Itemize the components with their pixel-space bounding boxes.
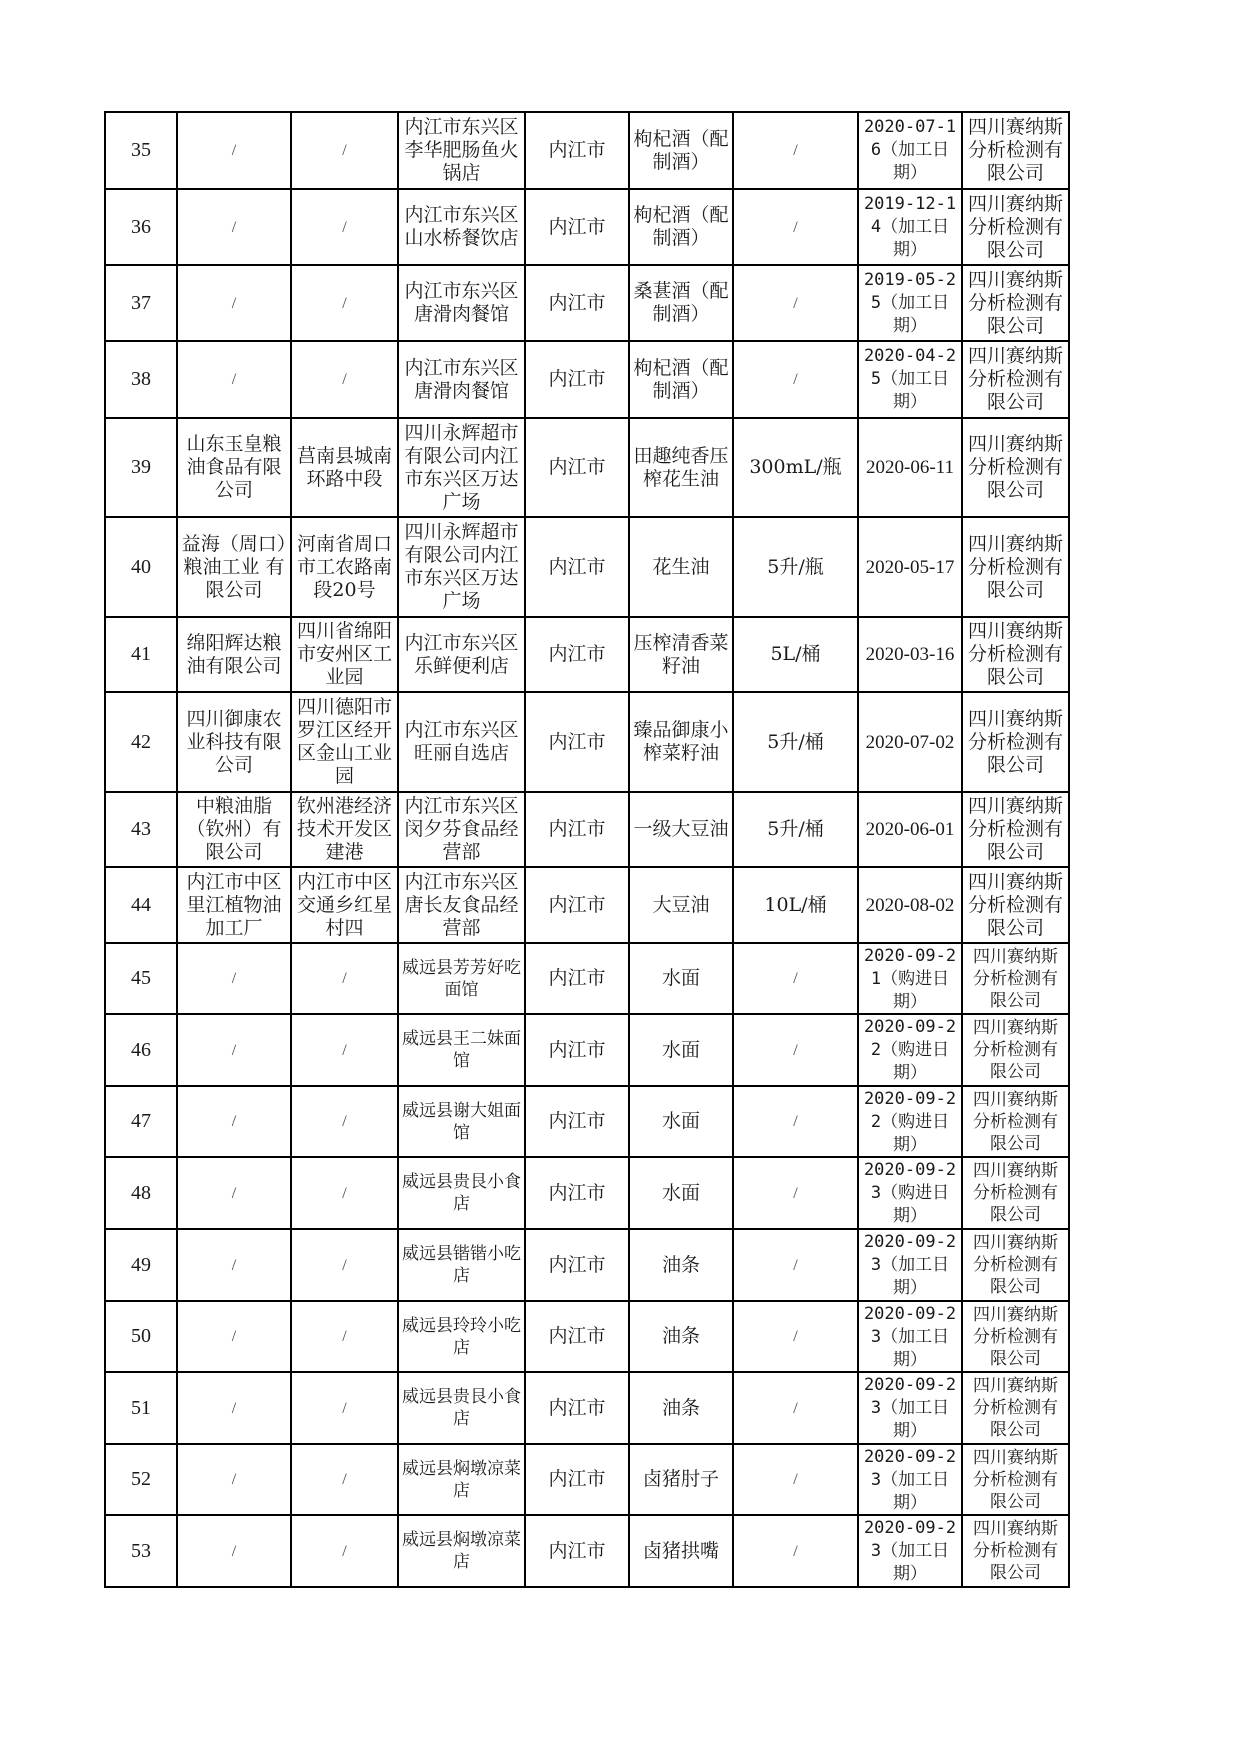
table-row	[105, 517, 1069, 617]
cell-specification: /	[733, 1086, 858, 1157]
cell-producer-address: 内江市中区交通乡红星村四	[291, 867, 398, 943]
cell-production-date: 2020-09-22（购进日期）	[858, 1014, 962, 1086]
cell-food-name: 花生油	[629, 517, 733, 617]
cell-serial-number: 38	[105, 341, 177, 418]
cell-sampled-unit: 内江市东兴区闵夕芬食品经营部	[398, 792, 525, 867]
table-row	[105, 1014, 1069, 1086]
cell-testing-lab: 四川赛纳斯分析检测有限公司	[962, 943, 1069, 1014]
table-row	[105, 692, 1069, 792]
cell-producer-address: /	[291, 112, 398, 189]
cell-serial-number: 53	[105, 1515, 177, 1587]
cell-testing-lab: 四川赛纳斯分析检测有限公司	[962, 265, 1069, 341]
cell-sampled-unit: 内江市东兴区唐滑肉餐馆	[398, 265, 525, 341]
cell-city: 内江市	[525, 1157, 629, 1229]
cell-specification: /	[733, 112, 858, 189]
cell-city: 内江市	[525, 1229, 629, 1301]
cell-testing-lab: 四川赛纳斯分析检测有限公司	[962, 692, 1069, 792]
cell-food-name: 水面	[629, 1086, 733, 1157]
cell-producer-address: /	[291, 1014, 398, 1086]
cell-city: 内江市	[525, 867, 629, 943]
cell-specification: /	[733, 1444, 858, 1515]
cell-producer-address: /	[291, 189, 398, 265]
cell-serial-number: 37	[105, 265, 177, 341]
cell-food-name: 桑葚酒（配制酒）	[629, 265, 733, 341]
table-row	[105, 189, 1069, 265]
cell-production-date: 2020-08-02	[858, 867, 962, 943]
cell-city: 内江市	[525, 692, 629, 792]
cell-food-name: 油条	[629, 1301, 733, 1372]
cell-city: 内江市	[525, 1444, 629, 1515]
table-row	[105, 1229, 1069, 1301]
cell-serial-number: 47	[105, 1086, 177, 1157]
cell-serial-number: 52	[105, 1444, 177, 1515]
cell-testing-lab: 四川赛纳斯分析检测有限公司	[962, 341, 1069, 418]
table-row	[105, 1444, 1069, 1515]
cell-producer-name: /	[177, 943, 291, 1014]
cell-sampled-unit: 威远县锴锴小吃店	[398, 1229, 525, 1301]
cell-sampled-unit: 四川永辉超市有限公司内江市东兴区万达广场	[398, 517, 525, 617]
cell-city: 内江市	[525, 617, 629, 692]
cell-production-date: 2020-09-23（加工日期）	[858, 1301, 962, 1372]
cell-specification: 5升/桶	[733, 692, 858, 792]
cell-sampled-unit: 威远县王二妹面馆	[398, 1014, 525, 1086]
cell-serial-number: 41	[105, 617, 177, 692]
cell-testing-lab: 四川赛纳斯分析检测有限公司	[962, 867, 1069, 943]
cell-producer-address: /	[291, 1301, 398, 1372]
cell-sampled-unit: 威远县玲玲小吃店	[398, 1301, 525, 1372]
cell-production-date: 2020-09-23（加工日期）	[858, 1515, 962, 1587]
cell-food-name: 一级大豆油	[629, 792, 733, 867]
cell-production-date: 2020-09-23（加工日期）	[858, 1229, 962, 1301]
cell-food-name: 油条	[629, 1372, 733, 1444]
cell-producer-address: /	[291, 1372, 398, 1444]
cell-food-name: 臻品御康小榨菜籽油	[629, 692, 733, 792]
cell-production-date: 2019-12-14（加工日期）	[858, 189, 962, 265]
cell-city: 内江市	[525, 265, 629, 341]
cell-producer-address: /	[291, 1515, 398, 1587]
cell-serial-number: 46	[105, 1014, 177, 1086]
cell-specification: /	[733, 943, 858, 1014]
cell-production-date: 2020-06-11	[858, 418, 962, 517]
cell-producer-name: /	[177, 1372, 291, 1444]
cell-serial-number: 39	[105, 418, 177, 517]
table-row	[105, 1301, 1069, 1372]
cell-testing-lab: 四川赛纳斯分析检测有限公司	[962, 517, 1069, 617]
cell-city: 内江市	[525, 418, 629, 517]
cell-sampled-unit: 内江市东兴区旺丽自选店	[398, 692, 525, 792]
cell-serial-number: 43	[105, 792, 177, 867]
cell-city: 内江市	[525, 1014, 629, 1086]
cell-food-name: 枸杞酒（配制酒）	[629, 341, 733, 418]
cell-producer-name: /	[177, 1086, 291, 1157]
cell-food-name: 卤猪拱嘴	[629, 1515, 733, 1587]
cell-testing-lab: 四川赛纳斯分析检测有限公司	[962, 1515, 1069, 1587]
table-row	[105, 1157, 1069, 1229]
cell-production-date: 2020-09-23（加工日期）	[858, 1372, 962, 1444]
cell-serial-number: 42	[105, 692, 177, 792]
cell-specification: 300mL/瓶	[733, 418, 858, 517]
cell-city: 内江市	[525, 112, 629, 189]
cell-producer-address: 钦州港经济技术开发区建港	[291, 792, 398, 867]
cell-producer-address: /	[291, 1157, 398, 1229]
cell-testing-lab: 四川赛纳斯分析检测有限公司	[962, 112, 1069, 189]
cell-specification: 5L/桶	[733, 617, 858, 692]
cell-producer-name: /	[177, 1444, 291, 1515]
cell-serial-number: 35	[105, 112, 177, 189]
cell-specification: /	[733, 1229, 858, 1301]
cell-city: 内江市	[525, 1086, 629, 1157]
cell-specification: /	[733, 1301, 858, 1372]
cell-sampled-unit: 威远县贵艮小食店	[398, 1372, 525, 1444]
cell-production-date: 2020-03-16	[858, 617, 962, 692]
cell-city: 内江市	[525, 1372, 629, 1444]
cell-producer-name: 内江市中区里江植物油加工厂	[177, 867, 291, 943]
cell-sampled-unit: 内江市东兴区乐鲜便利店	[398, 617, 525, 692]
cell-sampled-unit: 内江市东兴区山水桥餐饮店	[398, 189, 525, 265]
cell-serial-number: 40	[105, 517, 177, 617]
cell-testing-lab: 四川赛纳斯分析检测有限公司	[962, 1372, 1069, 1444]
cell-testing-lab: 四川赛纳斯分析检测有限公司	[962, 1229, 1069, 1301]
cell-production-date: 2020-06-01	[858, 792, 962, 867]
cell-sampled-unit: 威远县焖墩凉菜店	[398, 1515, 525, 1587]
cell-sampled-unit: 威远县谢大姐面馆	[398, 1086, 525, 1157]
cell-sampled-unit: 内江市东兴区李华肥肠鱼火锅店	[398, 112, 525, 189]
cell-specification: 5升/瓶	[733, 517, 858, 617]
cell-testing-lab: 四川赛纳斯分析检测有限公司	[962, 1444, 1069, 1515]
cell-producer-name: 益海（周口）粮油工业 有限公司	[177, 517, 291, 617]
cell-testing-lab: 四川赛纳斯分析检测有限公司	[962, 189, 1069, 265]
cell-testing-lab: 四川赛纳斯分析检测有限公司	[962, 1301, 1069, 1372]
cell-production-date: 2020-04-25（加工日期）	[858, 341, 962, 418]
table-row	[105, 1372, 1069, 1444]
sampling-results-table	[104, 111, 1070, 1588]
cell-food-name: 压榨清香菜籽油	[629, 617, 733, 692]
cell-producer-address: /	[291, 1086, 398, 1157]
cell-producer-name: /	[177, 1515, 291, 1587]
cell-specification: /	[733, 1157, 858, 1229]
cell-producer-name: 绵阳辉达粮油有限公司	[177, 617, 291, 692]
cell-producer-name: /	[177, 112, 291, 189]
table-row	[105, 1515, 1069, 1587]
table-row	[105, 792, 1069, 867]
cell-producer-name: /	[177, 341, 291, 418]
cell-testing-lab: 四川赛纳斯分析检测有限公司	[962, 792, 1069, 867]
cell-city: 内江市	[525, 189, 629, 265]
cell-specification: /	[733, 341, 858, 418]
cell-city: 内江市	[525, 341, 629, 418]
cell-serial-number: 44	[105, 867, 177, 943]
cell-producer-name: /	[177, 1229, 291, 1301]
cell-sampled-unit: 威远县芳芳好吃面馆	[398, 943, 525, 1014]
cell-producer-name: /	[177, 265, 291, 341]
cell-serial-number: 51	[105, 1372, 177, 1444]
cell-food-name: 水面	[629, 1014, 733, 1086]
cell-production-date: 2020-09-22（购进日期）	[858, 1086, 962, 1157]
cell-producer-name: 四川御康农业科技有限公司	[177, 692, 291, 792]
cell-food-name: 大豆油	[629, 867, 733, 943]
cell-production-date: 2020-09-21（购进日期）	[858, 943, 962, 1014]
cell-production-date: 2020-09-23（购进日期）	[858, 1157, 962, 1229]
cell-food-name: 枸杞酒（配制酒）	[629, 189, 733, 265]
cell-sampled-unit: 威远县贵艮小食店	[398, 1157, 525, 1229]
cell-specification: /	[733, 1515, 858, 1587]
cell-producer-address: /	[291, 265, 398, 341]
cell-food-name: 水面	[629, 1157, 733, 1229]
cell-production-date: 2020-07-16（加工日期）	[858, 112, 962, 189]
cell-producer-address: 莒南县城南环路中段	[291, 418, 398, 517]
cell-producer-address: /	[291, 943, 398, 1014]
cell-producer-address: /	[291, 1444, 398, 1515]
cell-testing-lab: 四川赛纳斯分析检测有限公司	[962, 1014, 1069, 1086]
cell-specification: /	[733, 189, 858, 265]
table-row	[105, 418, 1069, 517]
cell-producer-name: /	[177, 1301, 291, 1372]
cell-city: 内江市	[525, 792, 629, 867]
cell-producer-address: /	[291, 1229, 398, 1301]
cell-production-date: 2020-09-23（加工日期）	[858, 1444, 962, 1515]
cell-specification: /	[733, 265, 858, 341]
cell-specification: /	[733, 1014, 858, 1086]
cell-producer-name: 山东玉皇粮油食品有限公司	[177, 418, 291, 517]
cell-serial-number: 45	[105, 943, 177, 1014]
cell-city: 内江市	[525, 1301, 629, 1372]
table-row	[105, 112, 1069, 189]
cell-sampled-unit: 威远县焖墩凉菜店	[398, 1444, 525, 1515]
cell-testing-lab: 四川赛纳斯分析检测有限公司	[962, 1086, 1069, 1157]
cell-serial-number: 48	[105, 1157, 177, 1229]
cell-food-name: 卤猪肘子	[629, 1444, 733, 1515]
cell-production-date: 2020-07-02	[858, 692, 962, 792]
cell-serial-number: 36	[105, 189, 177, 265]
cell-food-name: 水面	[629, 943, 733, 1014]
cell-serial-number: 50	[105, 1301, 177, 1372]
cell-producer-name: /	[177, 1014, 291, 1086]
cell-producer-address: 河南省周口市工农路南段20号	[291, 517, 398, 617]
table-body	[105, 112, 1069, 1587]
table-row	[105, 943, 1069, 1014]
cell-sampled-unit: 内江市东兴区唐长友食品经营部	[398, 867, 525, 943]
table-row	[105, 341, 1069, 418]
cell-serial-number: 49	[105, 1229, 177, 1301]
cell-sampled-unit: 四川永辉超市有限公司内江市东兴区万达广场	[398, 418, 525, 517]
cell-specification: 5升/桶	[733, 792, 858, 867]
cell-producer-name: /	[177, 1157, 291, 1229]
cell-testing-lab: 四川赛纳斯分析检测有限公司	[962, 617, 1069, 692]
cell-producer-name: 中粮油脂（钦州）有限公司	[177, 792, 291, 867]
cell-food-name: 田趣纯香压榨花生油	[629, 418, 733, 517]
table-row	[105, 1086, 1069, 1157]
cell-producer-address: /	[291, 341, 398, 418]
cell-production-date: 2020-05-17	[858, 517, 962, 617]
cell-city: 内江市	[525, 517, 629, 617]
cell-food-name: 枸杞酒（配制酒）	[629, 112, 733, 189]
cell-testing-lab: 四川赛纳斯分析检测有限公司	[962, 1157, 1069, 1229]
cell-specification: /	[733, 1372, 858, 1444]
table-row	[105, 617, 1069, 692]
cell-food-name: 油条	[629, 1229, 733, 1301]
cell-producer-address: 四川德阳市罗江区经开区金山工业园	[291, 692, 398, 792]
cell-city: 内江市	[525, 943, 629, 1014]
cell-production-date: 2019-05-25（加工日期）	[858, 265, 962, 341]
cell-sampled-unit: 内江市东兴区唐滑肉餐馆	[398, 341, 525, 418]
cell-specification: 10L/桶	[733, 867, 858, 943]
cell-city: 内江市	[525, 1515, 629, 1587]
table-row	[105, 265, 1069, 341]
cell-producer-address: 四川省绵阳市安州区工业园	[291, 617, 398, 692]
page-bottom-margin	[0, 1600, 1241, 1754]
cell-producer-name: /	[177, 189, 291, 265]
cell-testing-lab: 四川赛纳斯分析检测有限公司	[962, 418, 1069, 517]
table-row	[105, 867, 1069, 943]
